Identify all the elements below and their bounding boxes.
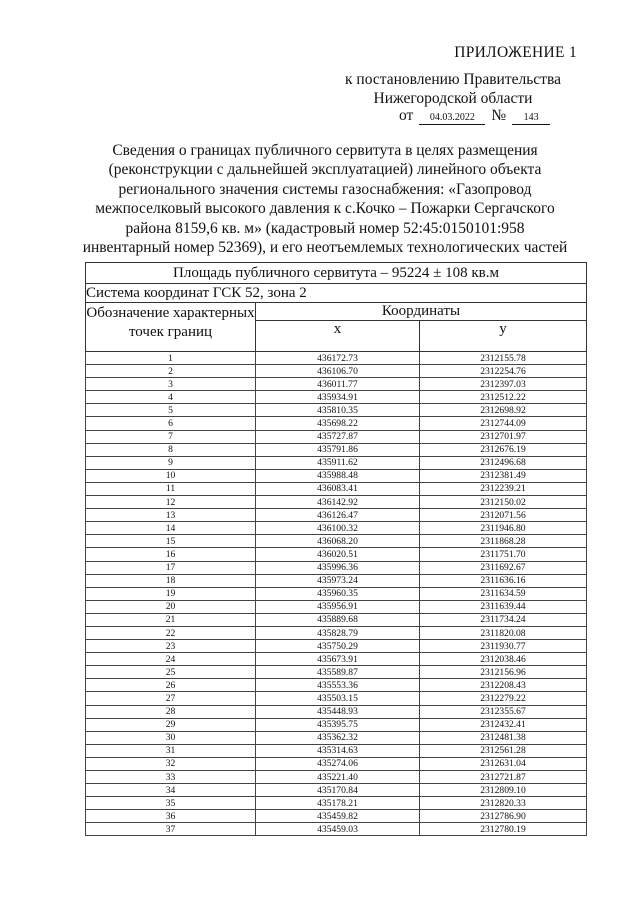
coordinate-y: 2312512.22 bbox=[420, 391, 587, 404]
table-row bbox=[86, 666, 587, 679]
coordinate-y: 2312397.03 bbox=[420, 378, 587, 391]
coordinate-y: 2312744.09 bbox=[420, 417, 587, 430]
coordinate-x: 436068.20 bbox=[256, 535, 420, 548]
table-row bbox=[86, 456, 587, 469]
coordinate-y: 2312381.49 bbox=[420, 469, 587, 482]
coordinate-x: 436020.51 bbox=[256, 548, 420, 561]
coordinate-x: 436083.41 bbox=[256, 482, 420, 495]
coordinate-x: 436011.77 bbox=[256, 378, 420, 391]
table-row bbox=[86, 692, 587, 705]
decree-number: 143 bbox=[512, 111, 550, 125]
table-row bbox=[86, 391, 587, 404]
coordinate-system: Система координат ГСК 52, зона 2 bbox=[86, 284, 587, 303]
table-row bbox=[86, 561, 587, 574]
coordinate-y: 2312355.67 bbox=[420, 705, 587, 718]
coordinate-y: 2312698.92 bbox=[420, 404, 587, 417]
table-row bbox=[86, 482, 587, 495]
coordinate-y: 2312676.19 bbox=[420, 443, 587, 456]
coordinate-y: 2312721.87 bbox=[420, 771, 587, 784]
decree-reference bbox=[300, 70, 606, 108]
table-row bbox=[86, 810, 587, 823]
coordinate-y: 2312820.33 bbox=[420, 797, 587, 810]
coordinate-y: 2311634.59 bbox=[420, 587, 587, 600]
table-row bbox=[86, 823, 587, 836]
coordinate-x: 435988.48 bbox=[256, 469, 420, 482]
coordinate-x: 435911.62 bbox=[256, 456, 420, 469]
coordinate-y: 2312279.22 bbox=[420, 692, 587, 705]
column-header-designation: Обозначение характерных точек границ bbox=[86, 303, 256, 352]
coordinate-x: 435553.36 bbox=[256, 679, 420, 692]
point-number: 32 bbox=[86, 757, 256, 770]
point-number: 28 bbox=[86, 705, 256, 718]
table-row bbox=[86, 797, 587, 810]
date-prefix: от bbox=[399, 107, 414, 124]
point-number: 21 bbox=[86, 613, 256, 626]
point-number: 18 bbox=[86, 574, 256, 587]
coordinate-x: 435810.35 bbox=[256, 404, 420, 417]
table-row bbox=[86, 784, 587, 797]
coordinate-x: 435459.03 bbox=[256, 823, 420, 836]
coordinate-x: 435274.06 bbox=[256, 757, 420, 770]
point-number: 30 bbox=[86, 731, 256, 744]
table-row bbox=[86, 352, 587, 365]
point-number: 14 bbox=[86, 522, 256, 535]
decree-date: 04.03.2022 bbox=[419, 111, 485, 125]
point-number: 36 bbox=[86, 810, 256, 823]
coordinate-y: 2312239.21 bbox=[420, 482, 587, 495]
point-number: 17 bbox=[86, 561, 256, 574]
table-row bbox=[86, 443, 587, 456]
point-number: 37 bbox=[86, 823, 256, 836]
point-number: 20 bbox=[86, 600, 256, 613]
coordinate-x: 435750.29 bbox=[256, 640, 420, 653]
table-row bbox=[86, 587, 587, 600]
coordinate-x: 436126.47 bbox=[256, 509, 420, 522]
coordinate-y: 2311692.67 bbox=[420, 561, 587, 574]
coordinate-y: 2312701.97 bbox=[420, 430, 587, 443]
coordinate-x: 435960.35 bbox=[256, 587, 420, 600]
point-number: 29 bbox=[86, 718, 256, 731]
coordinate-y: 2312156.96 bbox=[420, 666, 587, 679]
coordinate-x: 435395.75 bbox=[256, 718, 420, 731]
table-row bbox=[86, 522, 587, 535]
coordinate-y: 2311820.08 bbox=[420, 626, 587, 639]
coordinate-y: 2312208.43 bbox=[420, 679, 587, 692]
coordinate-x: 435170.84 bbox=[256, 784, 420, 797]
point-number: 11 bbox=[86, 482, 256, 495]
table-row bbox=[86, 705, 587, 718]
coordinate-x: 435698.22 bbox=[256, 417, 420, 430]
column-header-coordinates: Координаты bbox=[256, 303, 587, 321]
coordinate-x: 435673.91 bbox=[256, 653, 420, 666]
point-number: 9 bbox=[86, 456, 256, 469]
coordinate-x: 435362.32 bbox=[256, 731, 420, 744]
coordinate-y: 2311930.77 bbox=[420, 640, 587, 653]
point-number: 5 bbox=[86, 404, 256, 417]
coordinate-y: 2311946.80 bbox=[420, 522, 587, 535]
column-header-y: y bbox=[420, 321, 587, 352]
point-number: 10 bbox=[86, 469, 256, 482]
coordinate-y: 2311734.24 bbox=[420, 613, 587, 626]
coordinate-y: 2312038.46 bbox=[420, 653, 587, 666]
coordinate-x: 435178.21 bbox=[256, 797, 420, 810]
point-number: 22 bbox=[86, 626, 256, 639]
document-heading: Сведения о границах публичного сервитута в целях размещения (реконструкции с дальнейшей эксплуатацией) линейного объекта регионального значения системы газоснабжения: «Газопровод межпоселковый высокого давления к с.Кочко – Пожарки Сергачского района 8159,6 кв. м» (кадастровый номер 52:45:0150101:958 инвентарный номер 52369), и его неотъемлемых технологических частей bbox=[82, 142, 568, 257]
decree-date-line bbox=[399, 107, 550, 125]
point-number: 2 bbox=[86, 365, 256, 378]
coordinate-y: 2312809.10 bbox=[420, 784, 587, 797]
table-row bbox=[86, 640, 587, 653]
column-header-x: x bbox=[256, 321, 420, 352]
point-number: 34 bbox=[86, 784, 256, 797]
coordinate-x: 435973.24 bbox=[256, 574, 420, 587]
point-number: 26 bbox=[86, 679, 256, 692]
coordinate-y: 2311868.28 bbox=[420, 535, 587, 548]
coordinate-y: 2312071.56 bbox=[420, 509, 587, 522]
coordinate-x: 436142.92 bbox=[256, 496, 420, 509]
point-number: 13 bbox=[86, 509, 256, 522]
table-row bbox=[86, 731, 587, 744]
point-number: 6 bbox=[86, 417, 256, 430]
coordinate-y: 2311636.16 bbox=[420, 574, 587, 587]
point-number: 8 bbox=[86, 443, 256, 456]
coordinate-y: 2312561.28 bbox=[420, 744, 587, 757]
point-number: 15 bbox=[86, 535, 256, 548]
point-number: 27 bbox=[86, 692, 256, 705]
decree-line-1: к постановлению Правительства bbox=[345, 71, 561, 88]
point-number: 12 bbox=[86, 496, 256, 509]
coordinate-x: 435828.79 bbox=[256, 626, 420, 639]
coordinate-y: 2311751.70 bbox=[420, 548, 587, 561]
coordinate-x: 436100.32 bbox=[256, 522, 420, 535]
coordinate-x: 435956.91 bbox=[256, 600, 420, 613]
coordinate-x: 435503.15 bbox=[256, 692, 420, 705]
table-row bbox=[86, 771, 587, 784]
point-number: 7 bbox=[86, 430, 256, 443]
table-row bbox=[86, 626, 587, 639]
coordinate-y: 2312786.90 bbox=[420, 810, 587, 823]
table-row bbox=[86, 744, 587, 757]
table-row bbox=[86, 679, 587, 692]
coordinate-y: 2312150.02 bbox=[420, 496, 587, 509]
table-row bbox=[86, 365, 587, 378]
coordinate-y: 2312780.19 bbox=[420, 823, 587, 836]
table-row bbox=[86, 430, 587, 443]
table-row bbox=[86, 469, 587, 482]
table-row bbox=[86, 404, 587, 417]
table-row bbox=[86, 574, 587, 587]
number-sign: № bbox=[491, 107, 507, 124]
table-row bbox=[86, 613, 587, 626]
coordinate-x: 435589.87 bbox=[256, 666, 420, 679]
coordinate-x: 435459.82 bbox=[256, 810, 420, 823]
servitude-area: Площадь публичного сервитута – 95224 ± 108 кв.м bbox=[86, 263, 587, 284]
point-number: 25 bbox=[86, 666, 256, 679]
point-number: 31 bbox=[86, 744, 256, 757]
table-row bbox=[86, 496, 587, 509]
coordinate-y: 2312481.38 bbox=[420, 731, 587, 744]
table-row bbox=[86, 417, 587, 430]
point-number: 35 bbox=[86, 797, 256, 810]
table-row bbox=[86, 653, 587, 666]
point-number: 23 bbox=[86, 640, 256, 653]
coordinate-x: 435791.86 bbox=[256, 443, 420, 456]
table-row bbox=[86, 600, 587, 613]
coordinate-x: 435727.87 bbox=[256, 430, 420, 443]
coordinate-y: 2312432.41 bbox=[420, 718, 587, 731]
point-number: 33 bbox=[86, 771, 256, 784]
point-number: 3 bbox=[86, 378, 256, 391]
coordinate-y: 2311639.44 bbox=[420, 600, 587, 613]
coordinates-table bbox=[85, 262, 587, 836]
table-row bbox=[86, 378, 587, 391]
coordinate-y: 2312155.78 bbox=[420, 352, 587, 365]
point-number: 1 bbox=[86, 352, 256, 365]
coordinate-x: 435889.68 bbox=[256, 613, 420, 626]
table-row bbox=[86, 548, 587, 561]
coordinate-x: 435996.36 bbox=[256, 561, 420, 574]
decree-line-2: Нижегородской области bbox=[373, 90, 533, 107]
appendix-title: ПРИЛОЖЕНИЕ 1 bbox=[454, 44, 577, 61]
point-number: 19 bbox=[86, 587, 256, 600]
point-number: 16 bbox=[86, 548, 256, 561]
coordinate-x: 435448.93 bbox=[256, 705, 420, 718]
point-number: 4 bbox=[86, 391, 256, 404]
coordinate-y: 2312254.76 bbox=[420, 365, 587, 378]
point-number: 24 bbox=[86, 653, 256, 666]
table-row bbox=[86, 718, 587, 731]
coordinate-y: 2312496.68 bbox=[420, 456, 587, 469]
coordinate-x: 436106.70 bbox=[256, 365, 420, 378]
coordinate-x: 435221.40 bbox=[256, 771, 420, 784]
coordinate-y: 2312631.04 bbox=[420, 757, 587, 770]
coordinate-x: 435934.91 bbox=[256, 391, 420, 404]
coordinate-x: 435314.63 bbox=[256, 744, 420, 757]
table-row bbox=[86, 757, 587, 770]
table-row bbox=[86, 535, 587, 548]
table-row bbox=[86, 509, 587, 522]
coordinate-x: 436172.73 bbox=[256, 352, 420, 365]
